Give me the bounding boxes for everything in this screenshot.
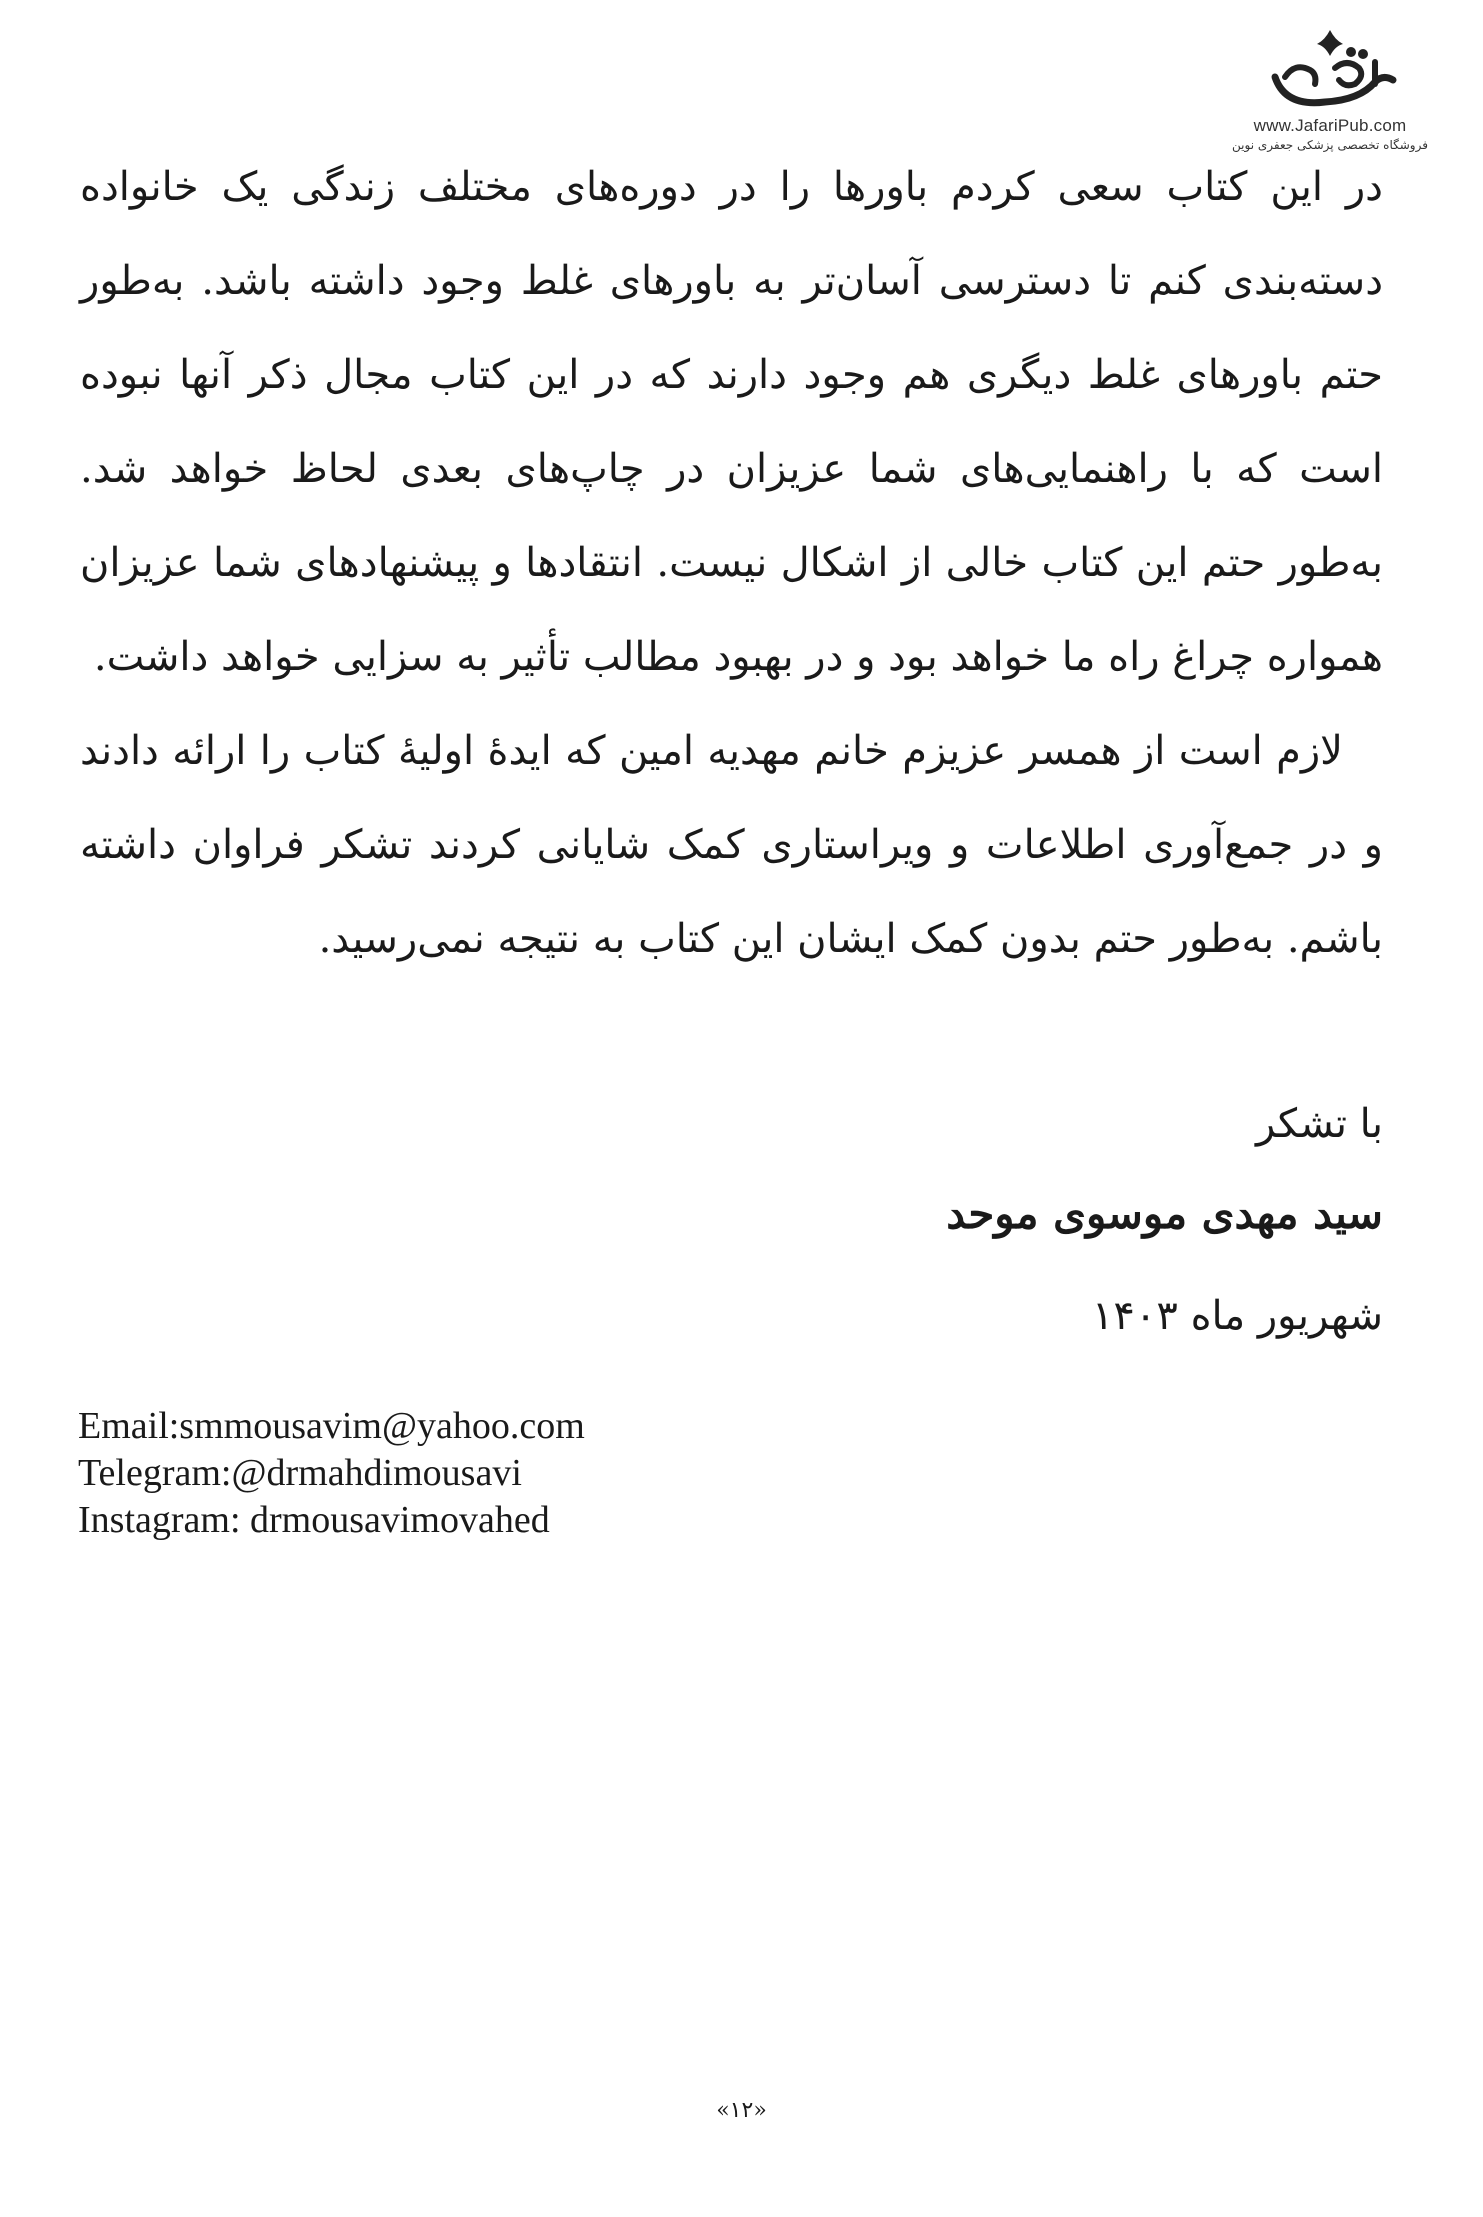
contact-info xyxy=(78,1403,585,1544)
contact-email: Email:smmousavim@yahoo.com xyxy=(78,1405,585,1447)
page-content xyxy=(80,140,1383,1346)
body-paragraph-1: در این کتاب سعی کردم باورها را در دوره‌های مختلف زندگی یک خانواده دسته‌بندی کنم تا دسترسی آسان‌تر به باورهای غلط وجود داشته باشد. به‌طور حتم باورهای غلط دیگری هم وجود دارند که در این کتاب مجال ذکر آنها نبوده است که با راهنمایی‌های شما عزیزان در چاپ‌های بعدی لحاظ خواهد شد. به‌طور حتم این کتاب خالی از اشکال نیست. انتقادها و پیشنهادهای شما عزیزان همواره چراغ راه ما خواهد بود و در بهبود مطالب تأثیر به سزایی خواهد داشت. xyxy=(80,164,1383,680)
contact-instagram: Instagram: drmousavimovahed xyxy=(78,1499,550,1541)
logo-subtitle: فروشگاه تخصصی پزشکی جعفری نوین xyxy=(1232,138,1428,152)
page-number: «۱۲» xyxy=(716,2098,767,2123)
jafari-calligraphy-logo-icon xyxy=(1255,22,1405,122)
author-name: سید مهدی موسوی موحد xyxy=(946,1189,1383,1238)
body-paragraph-2: لازم است از همسر عزیزم خانم مهدیه امین که ایدۀ اولیۀ کتاب را ارائه دادند و در جمع‌آوری اطلاعات و ویراستاری کمک شایانی کردند تشکر فراوان داشته باشم. به‌طور حتم بدون کمک ایشان این کتاب به نتیجه نمی‌رسید. xyxy=(80,728,1383,962)
contact-telegram: Telegram:@drmahdimousavi xyxy=(78,1452,522,1494)
signoff-closing: با تشکر xyxy=(1255,1101,1383,1147)
logo-url: www.JafariPub.com xyxy=(1253,116,1407,135)
signature-date: شهریور ماه ۱۴۰۳ xyxy=(1091,1293,1383,1339)
